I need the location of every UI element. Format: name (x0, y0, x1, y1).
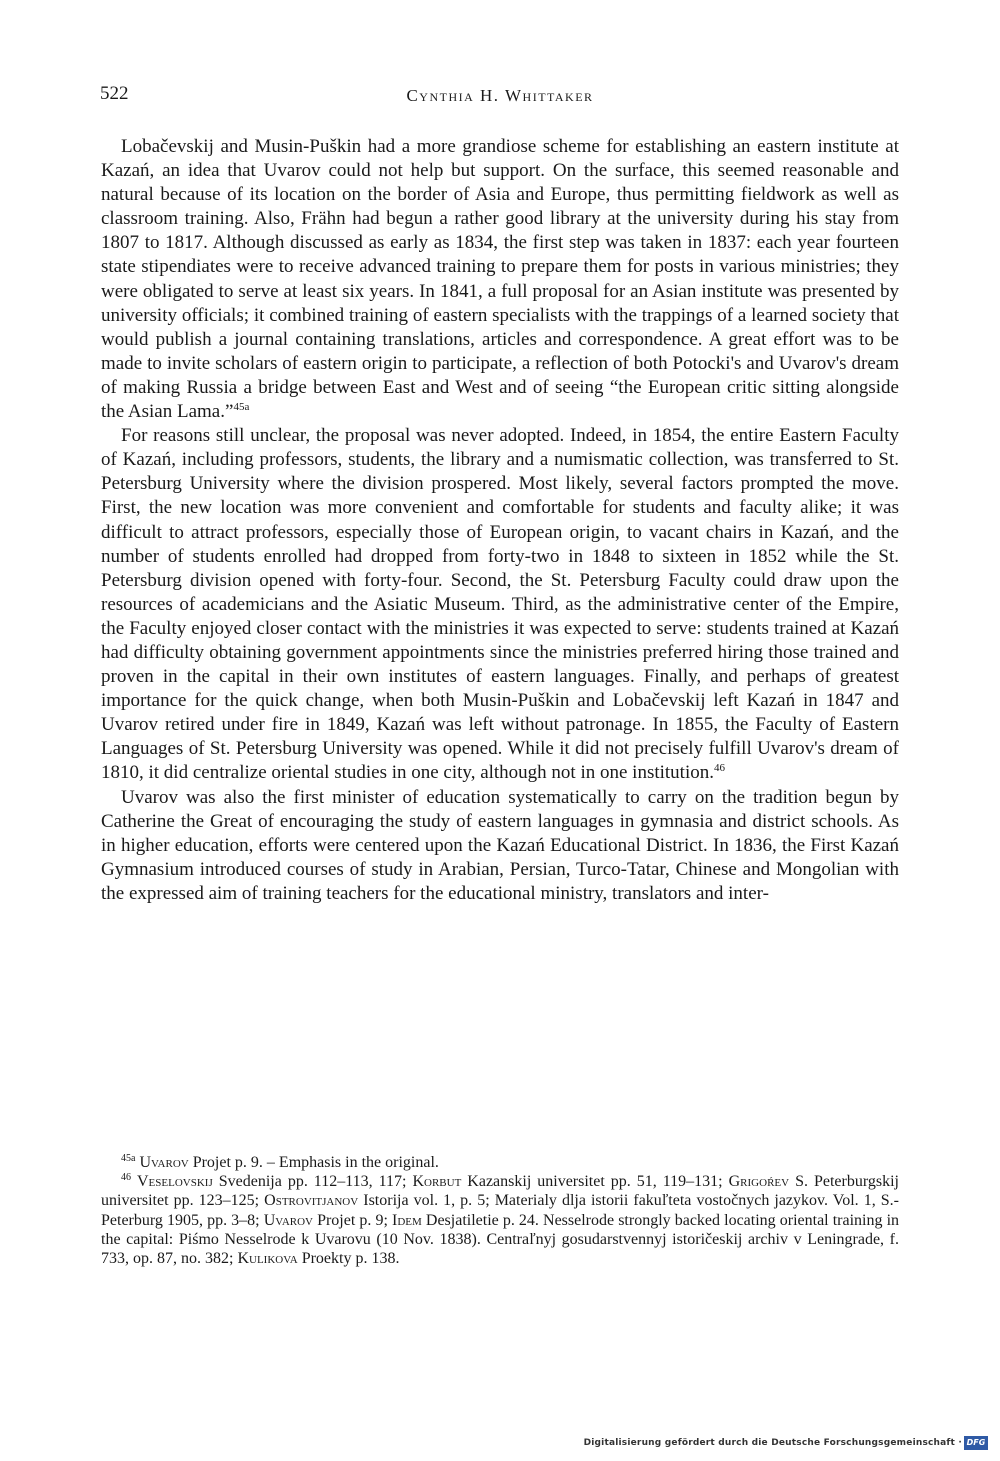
footnote-ref[interactable]: 45a (233, 401, 250, 414)
paragraph (101, 786, 899, 906)
paragraph (101, 135, 899, 424)
footnote (101, 1172, 899, 1268)
footnote-text: Svedenija pp. 112–113, 117; (212, 1173, 413, 1191)
footnotes (101, 1153, 899, 1268)
page-number: 522 (100, 83, 129, 104)
author-name: Kulikova (237, 1250, 298, 1268)
author-name: Veselovskij (137, 1173, 213, 1191)
footnote-text: Istorija vol. 1, p. 5; Materialy dlja istorii fakuľteta vostočnych jazykov. Vol. 1, S.-Peterburg 1905, pp. 3–8; (101, 1192, 900, 1229)
author-name: Ostrovitjanov (264, 1192, 359, 1210)
digitization-credit: Digitalisierung gefördert durch die Deutsche Forschungsgemeinschaft · (583, 1438, 962, 1448)
main-text (101, 135, 899, 906)
footnote-text: Projet p. 9; (312, 1211, 393, 1229)
paragraph-text: Uvarov was also the first minister of education systematically to carry on the tradition begun by Catherine the Great of encouraging the study of eastern languages in gymnasia and district schools. As in higher education, efforts were centered upon the Kazań Educational District. In 1836, the First Kazań Gymnasium introduced courses of study in Arabian, Persian, Turco-Tatar, Chinese and Mongolian with the expressed aim of training teachers for the educational ministry, translators and inter- (101, 786, 899, 904)
paragraph (101, 424, 899, 785)
paragraph-text: For reasons still unclear, the proposal was never adopted. Indeed, in 1854, the entire Eastern Faculty of Kazań, including professors, students, the library and a numismatic collection, was transferred to St. Petersburg University where the division prospered. Most likely, several factors prompted the move. First, the new location was more convenient and comfortable for students and faculty alike; it was difficult to attract professors, especially those of European origin, to vacant chairs in Kazań, and the number of students enrolled had dropped from forty-two in 1848 to sixteen in 1852 while the St. Petersburg division opened with forty-four. Second, the St. Petersburg Faculty could draw upon the resources of academicians and the Asiatic Museum. Third, as the administrative center of the Empire, the Faculty enjoyed closer contact with the ministries it was expected to serve: students trained at Kazań had difficulty obtaining government appointments since the ministries preferred hiring those trained and proven in the capital in their own institutes of eastern languages. Finally, and perhaps of greatest importance for the quick change, when both Musin-Puškin and Lobačevskij left Kazań in 1847 and Uvarov retired under fire in 1849, Kazań was left without patronage. In 1855, the Faculty of Eastern Languages of St. Petersburg University was opened. While it did not precisely fulfill Uvarov's dream of 1810, it did centralize oriental studies in one city, although not in one institution. (101, 425, 899, 784)
paragraph-text: Lobačevskij and Musin-Puškin had a more grandiose scheme for establishing an eastern institute at Kazań, an idea that Uvarov could not help but support. On the surface, this seemed reasonable and natural because of its location on the border of Asia and Europe, thus permitting fieldwork as well as classroom training. Also, Frähn had begun a rather good library at the university during his stay from 1807 to 1817. Although discussed as early as 1834, the first step was taken in 1837: each year fourteen state stipendiates were to receive advanced training to prepare them for posts in various ministries; they were obligated to serve at least six years. In 1841, a full proposal for an Asian institute was presented by university officials; it combined training of eastern specialists with the trappings of a learned society that would publish a journal containing translations, articles and correspondence. A great effort was to be made to invite scholars of eastern origin to participate, a reflection of both Potocki's and Uvarov's dream of making Russia a bridge between East and West and of seeing “the European critic sitting alongside the Asian Lama.” (101, 136, 899, 423)
author-name: Idem (392, 1211, 422, 1229)
footnote-text: Projet p. 9. – Emphasis in the original. (188, 1154, 439, 1171)
footnote-text: Proekty p. 138. (297, 1250, 400, 1268)
footnote-text: Desjatiletie p. 24. Nesselrode strongly backed locating oriental training in the capital: Piśmo Nesselrode k Uvarovu (10 Nov. 1838). Centraľnyj gosudarstvennyj istoričeskij archiv v Leningrade, f. 733, op. 87, no. 382; (101, 1211, 900, 1268)
footnote-text: Kazanskij universitet pp. 51, 119–131; (461, 1173, 729, 1191)
footnote-number: 46 (121, 1172, 131, 1184)
author-name: Uvarov (263, 1211, 313, 1229)
dfg-logo: DFG (964, 1436, 988, 1450)
author-name: Korbut (412, 1173, 462, 1191)
author-name: Grigoŕev (728, 1173, 790, 1191)
running-head: Cynthia H. Whittaker (406, 86, 594, 105)
footnote (101, 1153, 899, 1172)
footnote-ref[interactable]: 46 (714, 762, 725, 775)
author-name: Uvarov (139, 1154, 189, 1171)
footnote-text: S. Peterburgskij universitet pp. 123–125; (101, 1173, 899, 1210)
footnote-number: 45a (121, 1153, 136, 1164)
